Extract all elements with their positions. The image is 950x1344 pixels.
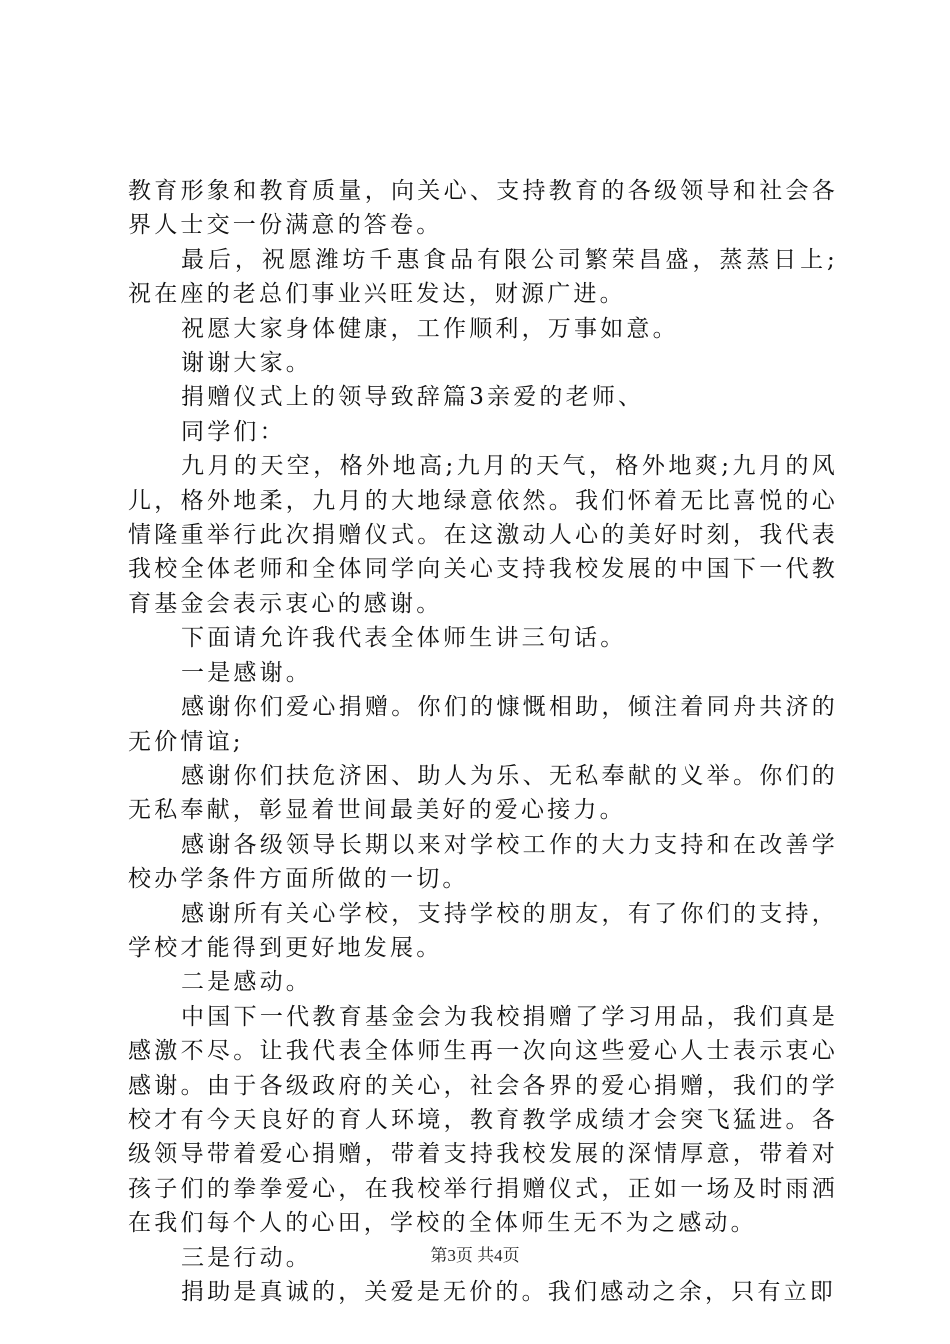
paragraph: 感谢所有关心学校，支持学校的朋友，有了你们的支持，学校才能得到更好地发展。 xyxy=(128,900,838,961)
paragraph: 感谢你们爱心捐赠。你们的慷慨相助，倾注着同舟共济的无价情谊; xyxy=(128,694,838,755)
paragraph: 九月的天空，格外地高;九月的天气，格外地爽;九月的风儿，格外地柔，九月的大地绿意依然。我们怀着无比喜悦的心情隆重举行此次捐赠仪式。在这激动人心的美好时刻，我代表我校全体老师和全体同学向关心支持我校发展的中国下一代教育基金会表示衷心的感谢。 xyxy=(128,453,838,617)
paragraph: 下面请允许我代表全体师生讲三句话。 xyxy=(181,625,627,652)
paragraph: 二是感动。 xyxy=(181,969,312,996)
paragraph: 教育形象和教育质量，向关心、支持教育的各级领导和社会各界人士交一份满意的答卷。 xyxy=(128,178,838,239)
page-number-footer: 第3页 共4页 xyxy=(430,1246,520,1265)
paragraph: 感谢各级领导长期以来对学校工作的大力支持和在改善学校办学条件方面所做的一切。 xyxy=(128,831,838,893)
paragraph: 谢谢大家。 xyxy=(181,350,312,377)
paragraph: 最后，祝愿潍坊千惠食品有限公司繁荣昌盛，蒸蒸日上;祝在座的老总们事业兴旺发达，财源广进。 xyxy=(128,246,838,308)
paragraph: 一是感谢。 xyxy=(181,659,312,686)
paragraph: 中国下一代教育基金会为我校捐赠了学习用品，我们真是感激不尽。让我代表全体师生再一次向这些爱心人士表示衷心感谢。由于各级政府的关心，社会各界的爱心捐赠，我们的学校才有今天良好的育人环境，教育教学成绩才会突飞猛进。各级领导带着爱心捐赠，带着支持我校发展的深情厚意，带着对孩子们的拳拳爱心，在我校举行捐赠仪式，正如一场及时雨洒在我们每个人的心田，学校的全体师生无不为之感动。 xyxy=(128,1003,838,1237)
paragraph: 感谢你们扶危济困、助人为乐、无私奉献的义举。你们的无私奉献，彰显着世间最美好的爱心接力。 xyxy=(128,762,838,824)
document-body xyxy=(128,174,838,1309)
paragraph: 祝愿大家身体健康，工作顺利，万事如意。 xyxy=(181,315,679,342)
paragraph: 捐助是真诚的，关爱是无价的。我们感动之余，只有立即 xyxy=(181,1279,836,1305)
paragraph-salutation: 同学们： xyxy=(181,418,286,445)
paragraph-heading: 捐赠仪式上的领导致辞篇3亲爱的老师、 xyxy=(181,384,645,411)
paragraph: 三是行动。 xyxy=(181,1244,312,1271)
